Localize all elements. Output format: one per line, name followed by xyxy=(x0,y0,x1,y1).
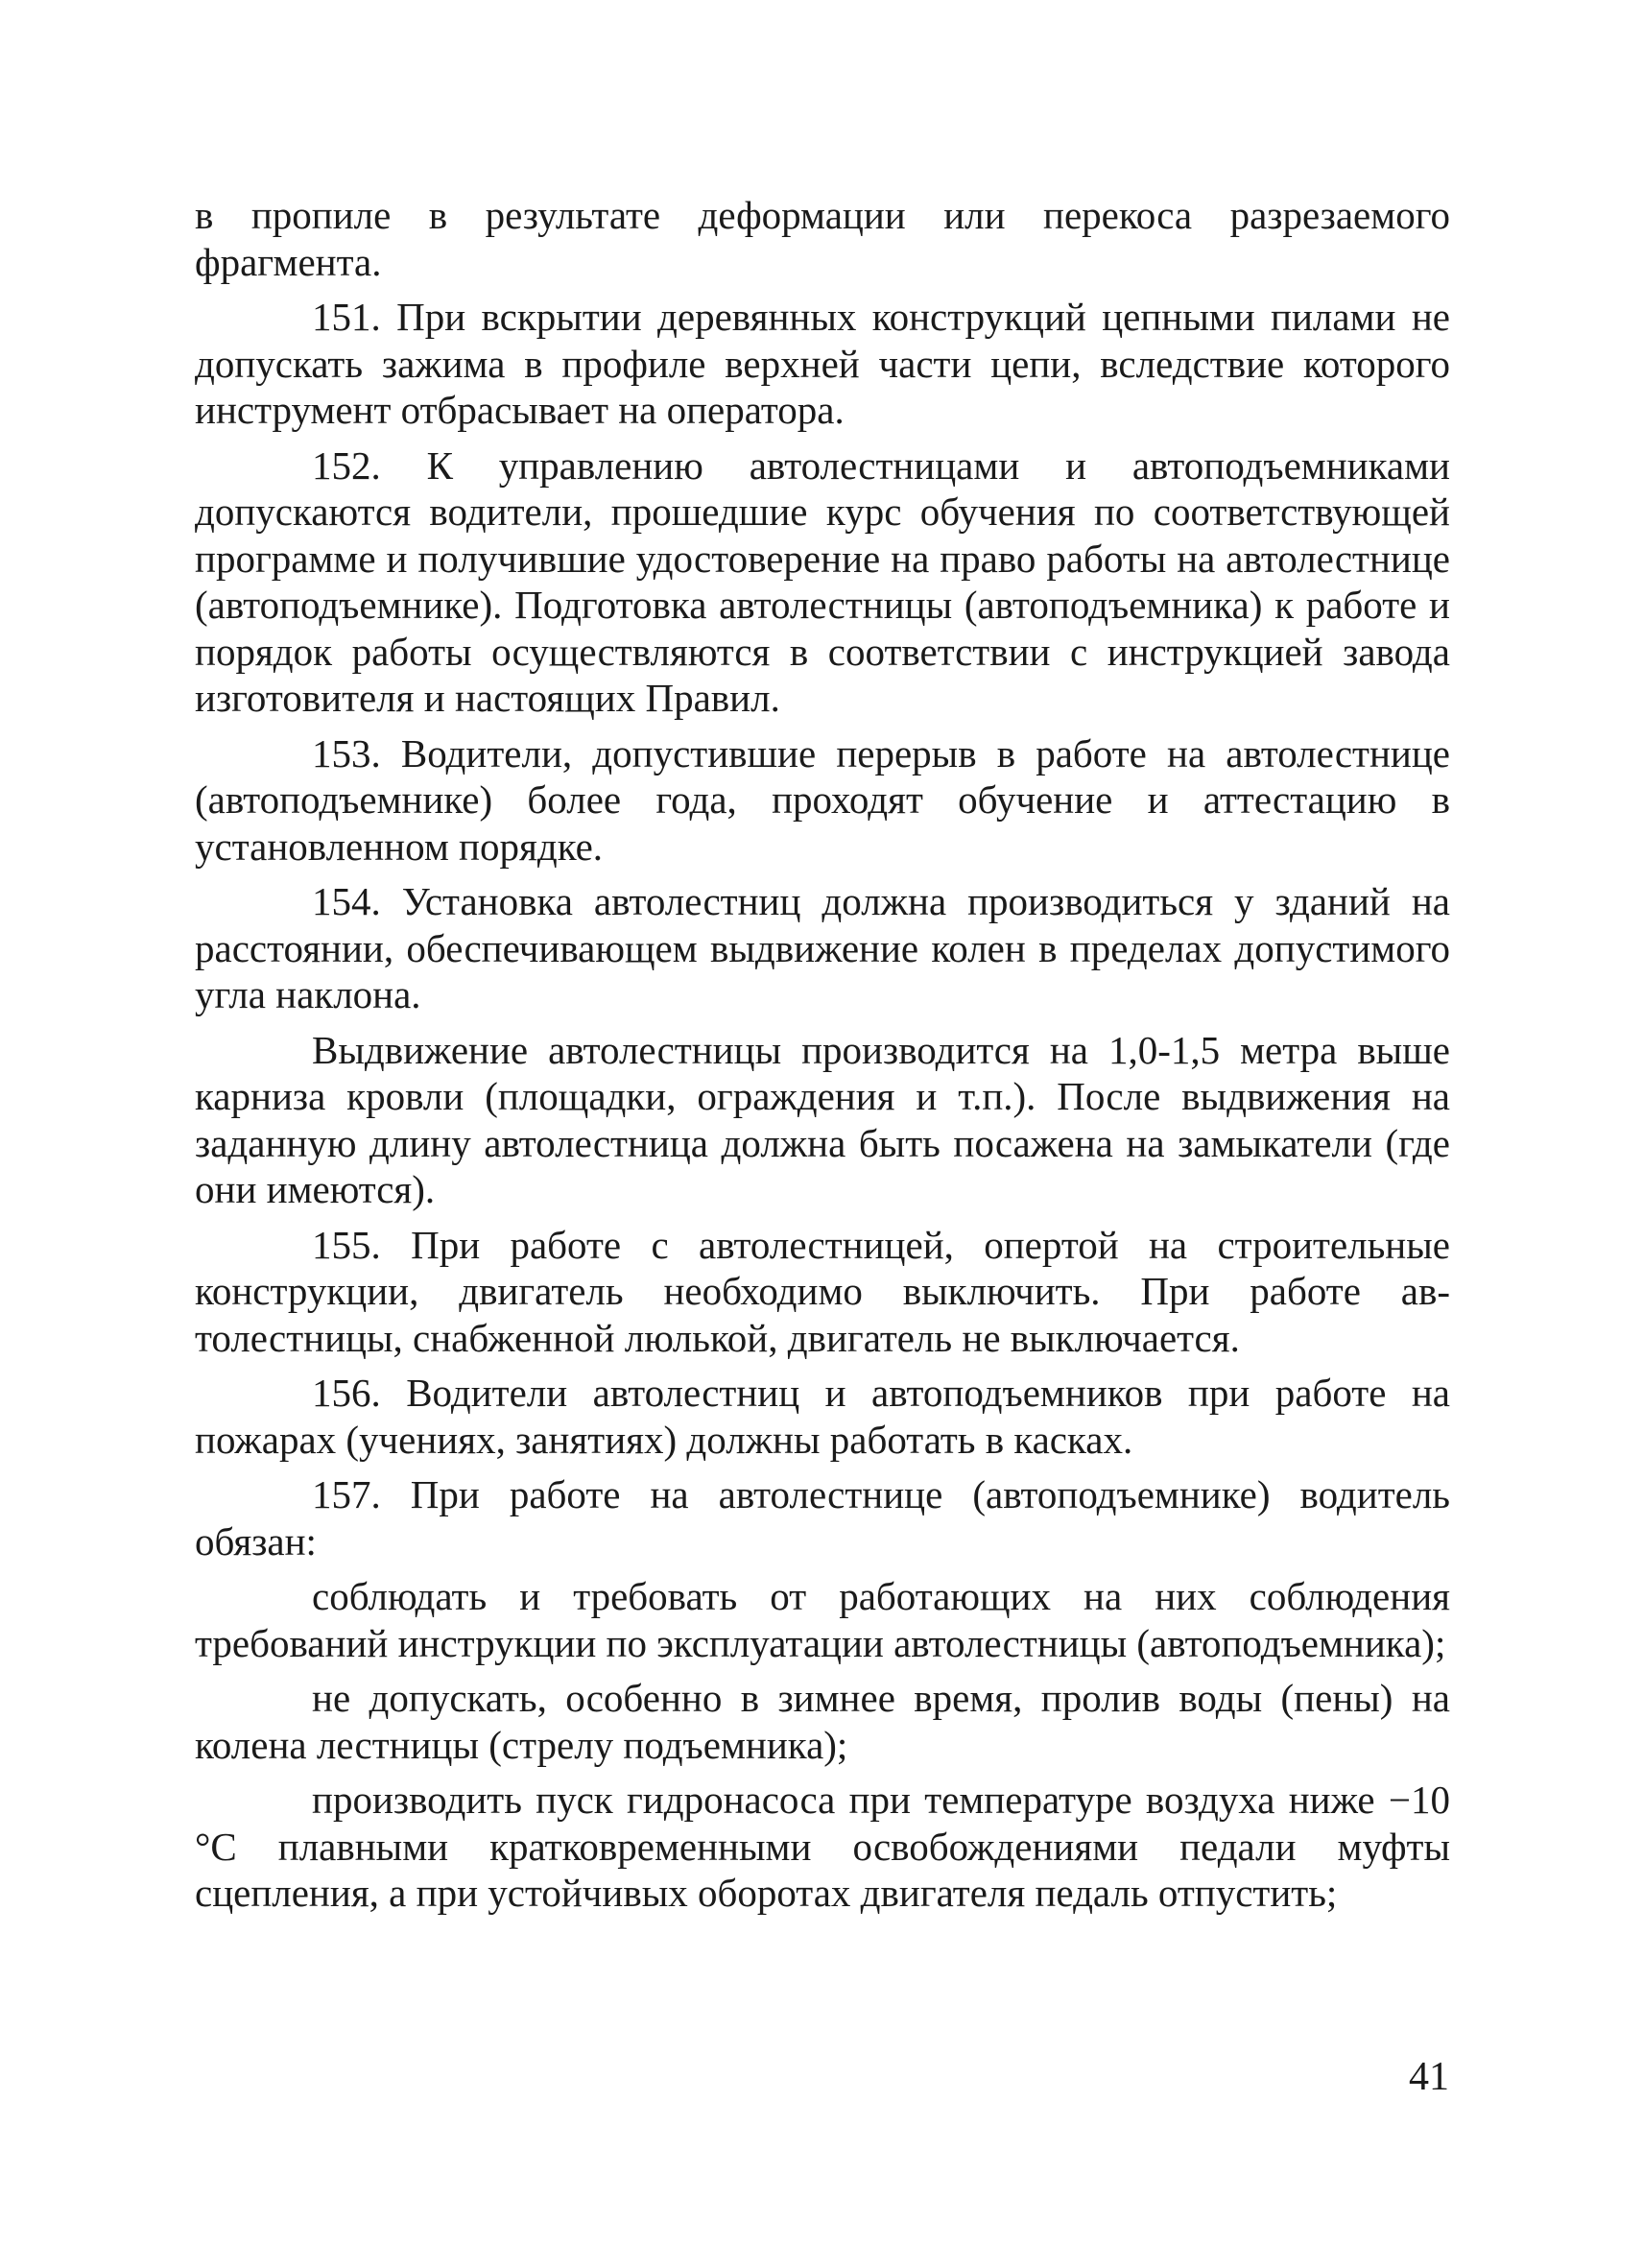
paragraph-154-extension: Выдвижение автолестницы производится на 1,0-1,5 метра выше карниза кровли (площадки, ограждения и т.п.). После выдвижения на заданную длину автолестница должна быть посажена на замыкатели (где они имеются). xyxy=(195,1027,1450,1211)
paragraph-153: 153. Водители, допустившие перерыв в работе на автолестнице (автоподъемнике) более года, проходят обучение и аттестацию в установленном порядке. xyxy=(195,730,1450,869)
paragraph-155: 155. При работе с автолестницей, опертой на строительные конструкции, двигатель необходимо выключить. При работе автолестницы, снабженной люлькой, двигатель не выключается. xyxy=(195,1222,1450,1360)
paragraph-151: 151. При вскрытии деревянных конструкций цепными пилами не допускать зажима в профиле верхней части цепи, вследствие которого инструмент отбрасывает на оператора. xyxy=(195,295,1450,432)
paragraph-157-item-1: соблюдать и требовать от работающих на них соблюдения требований инструкции по эксплуатации автолестницы (автоподъемника); xyxy=(195,1574,1450,1665)
paragraph-157: 157. При работе на автолестнице (автоподъемнике) водитель обязан: xyxy=(195,1472,1450,1564)
paragraph-continuation: в пропиле в результате деформации или перекоса разрезаемого фрагмента. xyxy=(195,193,1450,284)
paragraph-157-item-2: не допускать, особенно в зимнее время, пролив воды (пены) на колена лестницы (стрелу подъемника); xyxy=(195,1676,1450,1767)
paragraph-156: 156. Водители автолестниц и автоподъемников при работе на пожарах (учениях, занятиях) должны работать в касках. xyxy=(195,1371,1450,1462)
paragraph-157-item-3: производить пуск гидронасоса при температуре воздуха ниже −10 °С плавными кратковременными освобождениями педали муфты сцепления, а при устойчивых оборотах двигателя педаль отпустить; xyxy=(195,1778,1450,1915)
page-number: 41 xyxy=(1409,2055,1449,2099)
paragraph-154: 154. Установка автолестниц должна производиться у зданий на расстоянии, обеспечивающем выдвижение колен в пределах допустимого угла наклона. xyxy=(195,879,1450,1016)
body-text xyxy=(195,192,1450,1925)
paragraph-152: 152. К управлению автолестницами и автоподъемниками допускаются водители, прошедшие курс обучения по соответствующей программе и получившие удостоверение на право работы на автолестнице (автоподъемнике). Подготовка автолестницы (автоподъемника) к работе и порядок работы осуществляются в соответствии с инструкцией завода изготовителя и настоящих Правил. xyxy=(195,442,1450,720)
